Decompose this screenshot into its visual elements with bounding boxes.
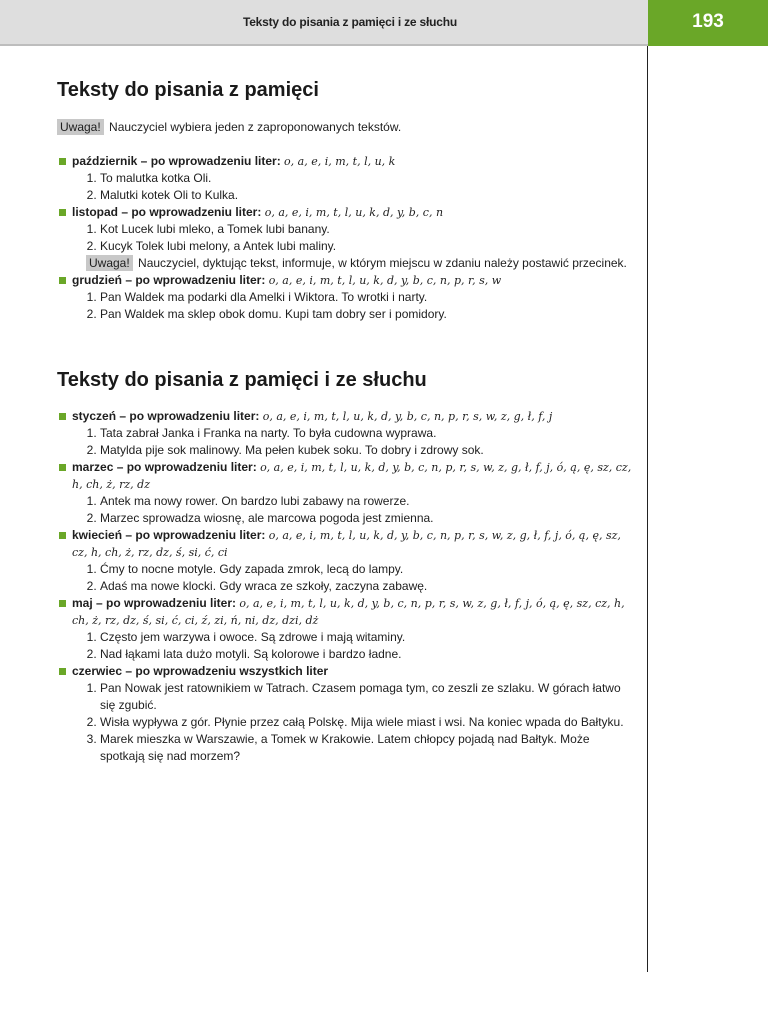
dictation-list <box>72 493 637 527</box>
note-badge: Uwaga! <box>86 255 133 271</box>
dictation-item: 1. To malutka kotka Oli. <box>100 170 637 187</box>
note-text: Nauczyciel wybiera jeden z zaproponowanych tekstów. <box>109 120 402 134</box>
month-label: czerwiec – po wprowadzeniu wszystkich liter <box>72 664 329 678</box>
header-divider <box>0 44 648 46</box>
dictation-item: 2. Matylda pije sok malinowy. Ma pełen kubek soku. To dobry i zdrowy sok. <box>100 442 637 459</box>
month-label: styczeń – po wprowadzeniu liter: <box>72 409 260 423</box>
month-letters: o, a, e, i, m, t, l, u, k, d, y, b, c, n, p, r, s, w, z, g, ł, f, j <box>262 410 553 423</box>
dictation-item: 1. Tata zabrał Janka i Franka na narty. To była cudowna wyprawa. <box>100 425 637 442</box>
month-entry-january <box>57 408 637 459</box>
general-note <box>57 119 401 136</box>
square-bullet-icon <box>59 277 66 284</box>
dictation-list <box>72 289 637 323</box>
square-bullet-icon <box>59 158 66 165</box>
dictation-list <box>72 561 637 595</box>
dictation-item: 1. Pan Waldek ma podarki dla Amelki i Wiktora. To wrotki i narty. <box>100 289 637 306</box>
month-entry-december <box>57 272 637 323</box>
dictation-item: 1. Pan Nowak jest ratownikiem w Tatrach. Czasem pomaga tym, co zeszli ze szlaku. W górach łatwo się zgubić. <box>100 680 637 714</box>
dictation-item: 1. Ćmy to nocne motyle. Gdy zapada zmrok, lecą do lampy. <box>100 561 637 578</box>
month-entry-may <box>57 595 637 663</box>
month-entry-april <box>57 527 637 595</box>
section-title-memory: Teksty do pisania z pamięci <box>57 79 319 101</box>
dictation-item: 2. Nad łąkami lata dużo motyli. Są kolorowe i bardzo ładne. <box>100 646 637 663</box>
dictation-list <box>72 680 637 765</box>
month-letters: o, a, e, i, m, t, l, u, k <box>284 155 396 168</box>
dictation-list <box>72 425 637 459</box>
square-bullet-icon <box>59 600 66 607</box>
dictation-item: 2. Malutki kotek Oli to Kulka. <box>100 187 637 204</box>
dictation-item: 2. Adaś ma nowe klocki. Gdy wraca ze szkoły, zaczyna zabawę. <box>100 578 637 595</box>
dictation-item: 1. Często jem warzywa i owoce. Są zdrowe i mają witaminy. <box>100 629 637 646</box>
square-bullet-icon <box>59 532 66 539</box>
dictation-item: 2. Wisła wypływa z gór. Płynie przez całą Polskę. Mija wiele miast i wsi. Na koniec wpada do Bałtyku. <box>100 714 637 731</box>
dictation-list <box>72 170 637 204</box>
month-letters: o, a, e, i, m, t, l, u, k, d, y, b, c, n, p, r, s, w, z, g, ł, f, j, ó, ą, ę, sz, cz, h, ch, ż, rz, dz, ś, si, ć, ci <box>72 529 621 559</box>
dictation-list <box>72 629 637 663</box>
month-entry-march <box>57 459 637 527</box>
month-label: kwiecień – po wprowadzeniu liter: <box>72 528 266 542</box>
square-bullet-icon <box>59 413 66 420</box>
dictation-item: 1. Kot Lucek lubi mleko, a Tomek lubi banany. <box>100 221 637 238</box>
month-entry-november <box>57 204 637 272</box>
memory-texts-list <box>57 153 637 323</box>
square-bullet-icon <box>59 668 66 675</box>
margin-rule <box>647 46 648 972</box>
square-bullet-icon <box>59 464 66 471</box>
month-label: grudzień – po wprowadzeniu liter: <box>72 273 266 287</box>
month-entry-october <box>57 153 637 204</box>
note-badge: Uwaga! <box>57 119 104 135</box>
dictation-list <box>72 221 637 255</box>
dictation-texts-list <box>57 408 637 765</box>
dictation-item: 2. Marzec sprowadza wiosnę, ale marcowa pogoda jest zmienna. <box>100 510 637 527</box>
month-entry-june <box>57 663 637 765</box>
dictation-item: 3. Marek mieszka w Warszawie, a Tomek w Krakowie. Latem chłopcy pojadą nad Bałtyk. Może spotkają się nad morzem? <box>100 731 637 765</box>
section-title-memory-and-hearing: Teksty do pisania z pamięci i ze słuchu <box>57 369 427 391</box>
month-letters: o, a, e, i, m, t, l, u, k, d, y, b, c, n, p, r, s, w, z, g, ł, f, j, ó, ą, ę, sz, cz, h, ch, ż, rz, dz, ś, si, ć, ci, ź, zi, ń, ni, dz, dzi, dż <box>72 597 625 627</box>
month-label: maj – po wprowadzeniu liter: <box>72 596 237 610</box>
note-text: Nauczyciel, dyktując tekst, informuje, w którym miejscu w zdaniu należy postawić przecinek. <box>138 256 627 270</box>
square-bullet-icon <box>59 209 66 216</box>
dictation-item: 2. Kucyk Tolek lubi melony, a Antek lubi maliny. <box>100 238 637 255</box>
month-label: listopad – po wprowadzeniu liter: <box>72 205 262 219</box>
dictation-item: 2. Pan Waldek ma sklep obok domu. Kupi tam dobry ser i pomidory. <box>100 306 637 323</box>
month-note <box>72 255 637 272</box>
month-label: październik – po wprowadzeniu liter: <box>72 154 281 168</box>
month-label: marzec – po wprowadzeniu liter: <box>72 460 257 474</box>
dictation-item: 1. Antek ma nowy rower. On bardzo lubi zabawy na rowerze. <box>100 493 637 510</box>
page-number: 193 <box>648 0 768 46</box>
month-letters: o, a, e, i, m, t, l, u, k, d, y, b, c, n <box>264 206 444 219</box>
month-letters: o, a, e, i, m, t, l, u, k, d, y, b, c, n, p, r, s, w, z, g, ł, f, j, ó, ą, ę, sz, cz, h, ch, ż, rz, dz <box>72 461 632 491</box>
month-letters: o, a, e, i, m, t, l, u, k, d, y, b, c, n, p, r, s, w <box>268 274 502 287</box>
running-title: Teksty do pisania z pamięci i ze słuchu <box>242 15 458 29</box>
